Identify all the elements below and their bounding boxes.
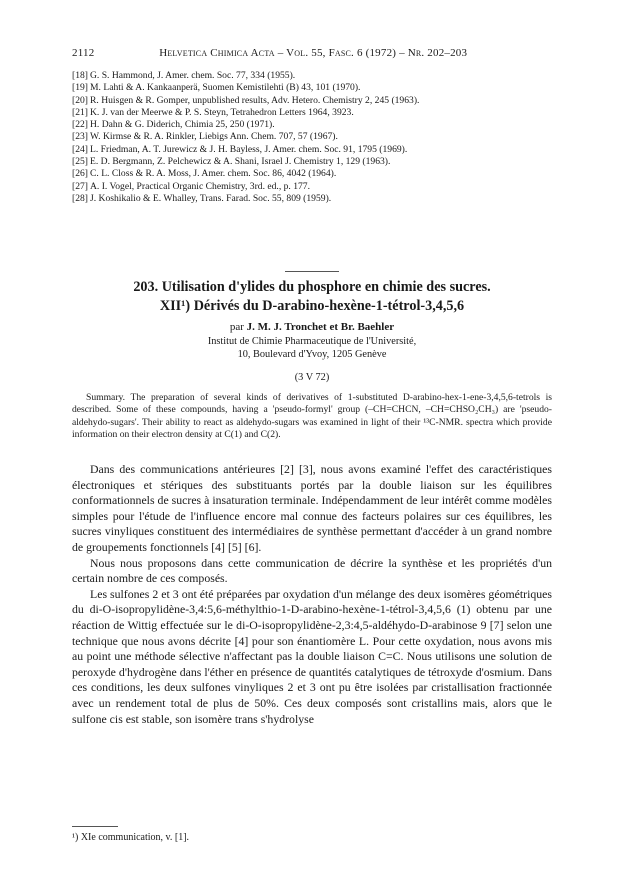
title-line-2: XII¹) Dérivés du D-arabino-hexène-1-tétrol-3,4,5,6 [159,298,465,314]
reference-item: [26] C. L. Closs & R. A. Moss, J. Amer. chem. Soc. 86, 4042 (1964). [72,168,337,180]
page-number: 2112 [72,47,95,59]
reference-item: [19] M. Lahti & A. Kankaanperä, Suomen Kemistilehti (B) 43, 101 (1970). [72,82,361,94]
running-header [72,47,552,59]
paragraph: Dans des communications antérieures [2] [3], nous avons examiné l'effet des caractéristiques électroniques et stériques des substituants portés par la double liaison sur les équilibres conformationnels de sucres à insaturation terminale. Indépendamment de leur intérêt comme modèles simples pour l'étude de l'influence encore mal connue des facteurs polaires sur ces équilibres, les sucres vinyliques constituent des intermédiaires de synthèse permettant d'accéder à un grand nombre de groupements fonctionnels [4] [5] [6]. [72,462,552,554]
affiliation-line-2: 10, Boulevard d'Yvoy, 1205 Genève [237,348,387,360]
article-title [72,278,552,316]
affiliation [72,336,552,361]
reference-item: [27] A. I. Vogel, Practical Organic Chemistry, 3rd. ed., p. 177. [72,180,310,192]
affiliation-line-1: Institut de Chimie Pharmaceutique de l'Université, [207,336,417,347]
paragraph: Nous nous proposons dans cette communication de décrire la synthèse et les propriétés d'un certain nombre de ces composés. [72,555,552,586]
reference-item: [23] W. Kirmse & R. A. Rinkler, Liebigs Ann. Chem. 707, 57 (1967). [72,131,338,143]
paragraph: Les sulfones 2 et 3 ont été préparées par oxydation d'un mélange des deux isomères géométriques du di-O-isopropylidène-3,4:5,6-méthylthio-1-D-arabino-hexène-1-tétrol-3,4,5,6 (1) obtenu par une réaction de Wittig effectuée sur le di-O-isopropylidène-2,3:4,5-aldéhydo-D-arabinose 9 [7] selon une technique que nous avons décrite [4] pour son énantiomère L. Pour cette oxydation, nous avons mis au point une méthode sélective n'affectant pas la double liaison C=C. Nous utilisons une solution de peroxyde d'hydrogène dans l'éther en présence de quantités catalytiques de tétroxyde d'osmium. Dans ces conditions, les deux sulfones vinyliques 2 et 3 ont pu être isolées par cristallisation fractionnée avec un rendement total de plus de 50%. Ces deux composés sont cristallins mais, alors que le sulfone cis est stable, son isomère trans s'hydrolyse [72,586,552,726]
article-body [72,462,552,727]
reference-item: [25] E. D. Bergmann, Z. Pelchewicz & A. Shani, Israel J. Chemistry 1, 129 (1963). [72,156,391,168]
reference-item: [22] H. Dahn & G. Diderich, Chimia 25, 250 (1971). [72,119,275,131]
summary: Summary. The preparation of several kinds of derivatives of 1-substituted D-arabino-hex-1-ene-3,4,5,6-tetrols is described. Some of these compounds, having a 'pseudo-formyl' group (–CH=CHCN, –CH=CHSO₂CH₃) are 'pseudo-aldehydo-sugars'. Their ability to react as aldehydo-sugars was examined in light of their ¹³C-NMR. spectra which provide information on their electron density at C(1) and C(2). [72,392,552,441]
section-divider [285,271,339,272]
reference-item: [20] R. Huisgen & R. Gomper, unpublished results, Adv. Hetero. Chemistry 2, 245 (1963). [72,94,420,106]
footnote-divider [72,826,118,827]
reference-item: [24] L. Friedman, A. T. Jurewicz & J. H. Bayless, J. Amer. chem. Soc. 91, 1795 (1969). [72,143,408,155]
author-line [72,320,552,334]
reference-item: [21] K. J. van der Meerwe & P. S. Steyn, Tetrahedron Letters 1964, 3923. [72,106,354,118]
authors-prefix: par [229,321,244,333]
reference-item: [28] J. Koshikalio & E. Whalley, Trans. Farad. Soc. 55, 809 (1959). [72,192,332,204]
received-date: (3 V 72) [294,372,330,383]
reference-list [72,70,552,205]
authors: J. M. J. Tronchet et Br. Baehler [246,321,395,333]
reference-item: [18] G. S. Hammond, J. Amer. chem. Soc. 77, 334 (1955). [72,70,296,81]
title-line-1: 203. Utilisation d'ylides du phosphore en chimie des sucres. [133,279,491,295]
footnote: ¹) XIe communication, v. [1]. [72,832,190,843]
journal-citation: Helvetica Chimica Acta – Vol. 55, Fasc. 6 (1972) – Nr. 202–203 [159,47,468,59]
